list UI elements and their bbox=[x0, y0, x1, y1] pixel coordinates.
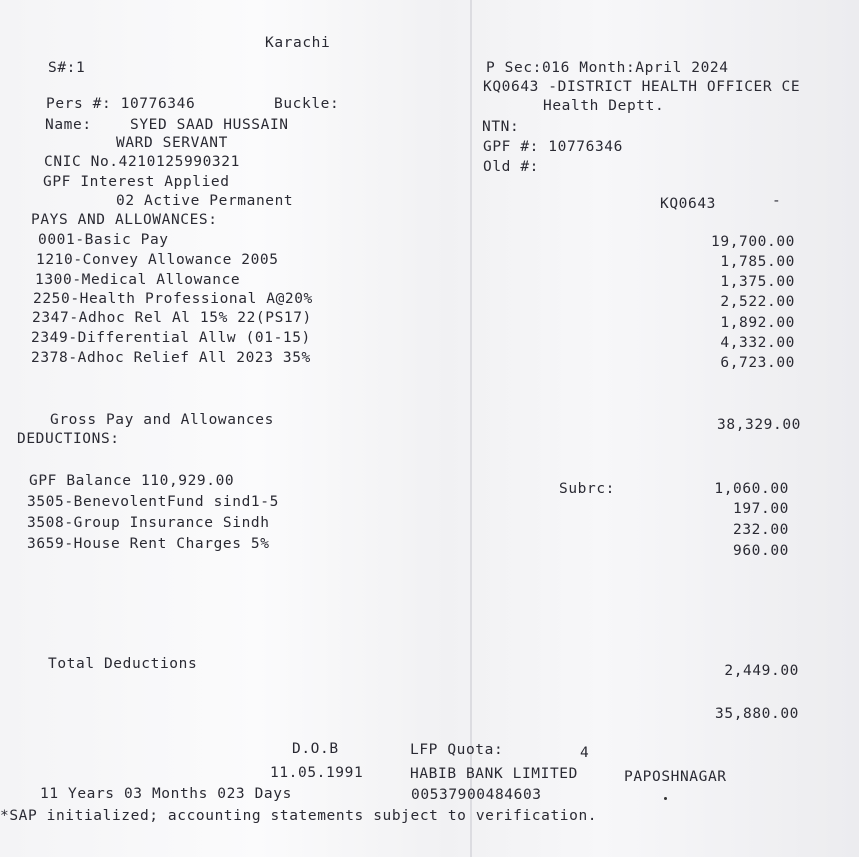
gpf-interest: GPF Interest Applied bbox=[43, 174, 230, 190]
pay-item-label: 2349-Differential Allw (01-15) bbox=[31, 330, 311, 346]
office-code-dash: - bbox=[772, 193, 782, 209]
pay-item-label: 2250-Health Professional A@20% bbox=[33, 291, 313, 307]
total-deductions-label: Total Deductions bbox=[48, 656, 198, 672]
employment-status: 02 Active Permanent bbox=[116, 193, 294, 209]
deduction-label: 3505-BenevolentFund sind1-5 bbox=[27, 494, 279, 510]
pay-item-amount: 1,785.00 bbox=[720, 254, 795, 270]
total-deductions-amount: 2,449.00 bbox=[724, 663, 799, 679]
deductions-heading: DEDUCTIONS: bbox=[17, 431, 120, 447]
gpf-number: GPF #: 10776346 bbox=[483, 139, 623, 155]
deduction-amount: 960.00 bbox=[733, 543, 789, 559]
buckle-label: Buckle: bbox=[274, 96, 340, 112]
office-code: KQ0643 bbox=[660, 196, 716, 212]
personnel-number: Pers #: 10776346 bbox=[46, 96, 196, 112]
employee-name: SYED SAAD HUSSAIN bbox=[130, 117, 289, 133]
designation: WARD SERVANT bbox=[116, 135, 228, 151]
pay-item-amount: 19,700.00 bbox=[711, 234, 795, 250]
lfp-quota-label: LFP Quota: bbox=[410, 742, 504, 758]
serial-number: S#:1 bbox=[48, 60, 86, 76]
deduction-amount: 232.00 bbox=[733, 522, 789, 538]
pay-item-amount: 2,522.00 bbox=[720, 294, 795, 310]
pay-item-label: 2347-Adhoc Rel Al 15% 22(PS17) bbox=[32, 310, 312, 326]
gross-pay-label: Gross Pay and Allowances bbox=[50, 412, 274, 428]
lfp-quota-value: 4 bbox=[580, 745, 590, 761]
pay-item-amount: 1,892.00 bbox=[720, 315, 795, 331]
office-name: KQ0643 -DISTRICT HEALTH OFFICER CE bbox=[483, 79, 801, 95]
name-label: Name: bbox=[45, 117, 92, 133]
deduction-label: 3659-House Rent Charges 5% bbox=[27, 536, 270, 552]
deduction-label: 3508-Group Insurance Sindh bbox=[27, 515, 270, 531]
bank-branch: PAPOSHNAGAR bbox=[624, 769, 727, 785]
gross-pay-amount: 38,329.00 bbox=[717, 417, 801, 433]
pay-item-amount: 4,332.00 bbox=[720, 335, 795, 351]
footer-note: *SAP initialized; accounting statements subject to verification. bbox=[0, 808, 598, 824]
cnic-number: CNIC No.4210125990321 bbox=[44, 154, 240, 170]
deduction-amount: 1,060.00 bbox=[714, 481, 789, 497]
bank-account-number: 00537900484603 bbox=[411, 787, 542, 803]
bank-name: HABIB BANK LIMITED bbox=[410, 766, 578, 782]
pays-heading: PAYS AND ALLOWANCES: bbox=[31, 212, 218, 228]
pay-item-amount: 1,375.00 bbox=[720, 274, 795, 290]
pay-item-label: 2378-Adhoc Relief All 2023 35% bbox=[31, 350, 311, 366]
ink-dot bbox=[664, 797, 667, 800]
net-pay-amount: 35,880.00 bbox=[715, 706, 799, 722]
subscription-label: Subrc: bbox=[559, 481, 615, 497]
city: Karachi bbox=[265, 35, 331, 51]
date-of-birth: 11.05.1991 bbox=[270, 765, 364, 781]
paper-fold bbox=[470, 0, 472, 857]
deduction-amount: 197.00 bbox=[733, 501, 789, 517]
pay-item-amount: 6,723.00 bbox=[720, 355, 795, 371]
department: Health Deptt. bbox=[543, 98, 665, 114]
ntn-label: NTN: bbox=[482, 119, 520, 135]
pay-item-label: 1210-Convey Allowance 2005 bbox=[36, 252, 279, 268]
service-length: 11 Years 03 Months 023 Days bbox=[40, 786, 292, 802]
pay-item-label: 1300-Medical Allowance bbox=[35, 272, 241, 288]
pay-section-month: P Sec:016 Month:April 2024 bbox=[486, 60, 729, 76]
dob-label: D.O.B bbox=[292, 741, 339, 757]
pay-item-label: 0001-Basic Pay bbox=[38, 232, 169, 248]
gpf-balance: GPF Balance 110,929.00 bbox=[29, 473, 235, 489]
old-number-label: Old #: bbox=[483, 159, 539, 175]
